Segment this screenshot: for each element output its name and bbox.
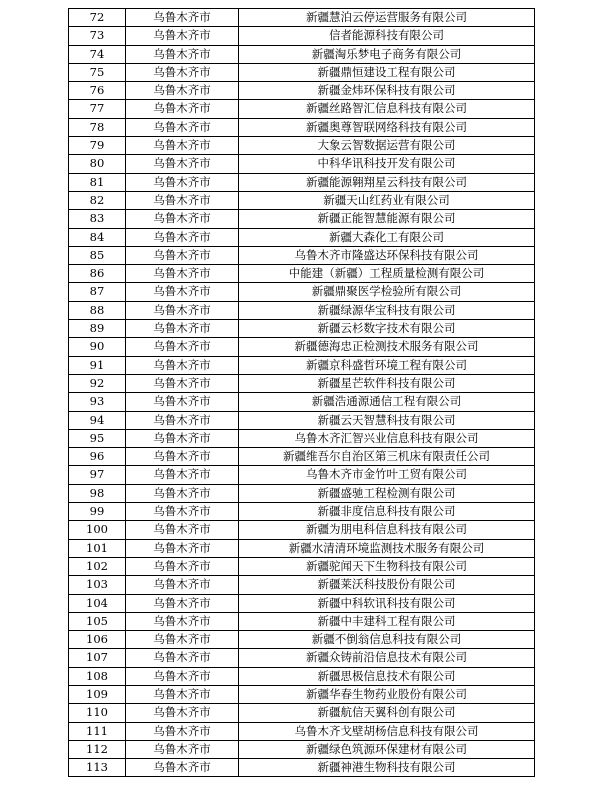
table-row [69,740,535,758]
city-cell: 乌鲁木齐市 [126,265,239,283]
table-row [69,667,535,685]
table-row [69,9,535,27]
row-number-cell: 103 [69,576,126,594]
company-name-cell: 新疆不倒翁信息科技有限公司 [239,631,535,649]
city-cell: 乌鲁木齐市 [126,521,239,539]
city-cell: 乌鲁木齐市 [126,704,239,722]
row-number-cell: 91 [69,356,126,374]
row-number-cell: 97 [69,466,126,484]
table-row [69,448,535,466]
company-name-cell: 新疆金炜环保科技有限公司 [239,82,535,100]
company-name-cell: 乌鲁木齐市金竹叶工贸有限公司 [239,466,535,484]
row-number-cell: 92 [69,374,126,392]
table-row [69,210,535,228]
company-name-cell: 新疆大森化工有限公司 [239,228,535,246]
row-number-cell: 95 [69,429,126,447]
table-row [69,411,535,429]
row-number-cell: 78 [69,118,126,136]
row-number-cell: 82 [69,191,126,209]
city-cell: 乌鲁木齐市 [126,429,239,447]
company-name-cell: 新疆众铸前沿信息技术有限公司 [239,649,535,667]
company-name-cell: 新疆为朋电科信息科技有限公司 [239,521,535,539]
row-number-cell: 105 [69,612,126,630]
company-name-cell: 新疆中丰建科工程有限公司 [239,612,535,630]
table-row [69,704,535,722]
city-cell: 乌鲁木齐市 [126,484,239,502]
company-name-cell: 新疆云杉数字技术有限公司 [239,320,535,338]
table-row [69,429,535,447]
company-name-cell: 新疆驼闻天下生物科技有限公司 [239,557,535,575]
company-name-cell: 新疆云天智慧科技有限公司 [239,411,535,429]
company-name-cell: 新疆华春生物药业股份有限公司 [239,685,535,703]
company-name-cell: 新疆淘乐梦电子商务有限公司 [239,45,535,63]
row-number-cell: 73 [69,27,126,45]
company-name-cell: 新疆莱沃科技股份有限公司 [239,576,535,594]
city-cell: 乌鲁木齐市 [126,45,239,63]
row-number-cell: 90 [69,338,126,356]
row-number-cell: 80 [69,155,126,173]
row-number-cell: 101 [69,539,126,557]
company-name-cell: 中能建（新疆）工程质量检测有限公司 [239,265,535,283]
company-list-table [68,8,535,777]
row-number-cell: 85 [69,246,126,264]
table-row [69,576,535,594]
row-number-cell: 111 [69,722,126,740]
row-number-cell: 79 [69,137,126,155]
city-cell: 乌鲁木齐市 [126,503,239,521]
table-row [69,246,535,264]
city-cell: 乌鲁木齐市 [126,722,239,740]
row-number-cell: 100 [69,521,126,539]
table-row [69,228,535,246]
table-row [69,521,535,539]
table-row [69,649,535,667]
city-cell: 乌鲁木齐市 [126,338,239,356]
city-cell: 乌鲁木齐市 [126,320,239,338]
row-number-cell: 76 [69,82,126,100]
row-number-cell: 89 [69,320,126,338]
table-row [69,557,535,575]
city-cell: 乌鲁木齐市 [126,173,239,191]
row-number-cell: 96 [69,448,126,466]
row-number-cell: 84 [69,228,126,246]
table-row [69,338,535,356]
city-cell: 乌鲁木齐市 [126,594,239,612]
table-row [69,45,535,63]
city-cell: 乌鲁木齐市 [126,576,239,594]
company-name-cell: 新疆正能智慧能源有限公司 [239,210,535,228]
company-name-cell: 新疆非度信息科技有限公司 [239,503,535,521]
table-row [69,118,535,136]
company-name-cell: 新疆维吾尔自治区第三机床有限责任公司 [239,448,535,466]
city-cell: 乌鲁木齐市 [126,374,239,392]
table-row [69,356,535,374]
city-cell: 乌鲁木齐市 [126,82,239,100]
city-cell: 乌鲁木齐市 [126,301,239,319]
company-name-cell: 中科华讯科技开发有限公司 [239,155,535,173]
table-row [69,63,535,81]
city-cell: 乌鲁木齐市 [126,539,239,557]
company-name-cell: 新疆德海忠正检测技术服务有限公司 [239,338,535,356]
city-cell: 乌鲁木齐市 [126,210,239,228]
city-cell: 乌鲁木齐市 [126,283,239,301]
table-row [69,191,535,209]
row-number-cell: 106 [69,631,126,649]
city-cell: 乌鲁木齐市 [126,466,239,484]
company-name-cell: 新疆浩通源通信工程有限公司 [239,393,535,411]
city-cell: 乌鲁木齐市 [126,246,239,264]
table-row [69,612,535,630]
company-name-cell: 新疆绿源华宝科技有限公司 [239,301,535,319]
city-cell: 乌鲁木齐市 [126,228,239,246]
table-row [69,301,535,319]
table-row [69,484,535,502]
table-row [69,82,535,100]
company-name-cell: 新疆盛驰工程检测有限公司 [239,484,535,502]
city-cell: 乌鲁木齐市 [126,9,239,27]
row-number-cell: 72 [69,9,126,27]
company-name-cell: 信者能源科技有限公司 [239,27,535,45]
company-name-cell: 新疆中科软讯科技有限公司 [239,594,535,612]
city-cell: 乌鲁木齐市 [126,740,239,758]
row-number-cell: 98 [69,484,126,502]
city-cell: 乌鲁木齐市 [126,649,239,667]
city-cell: 乌鲁木齐市 [126,191,239,209]
table-row [69,100,535,118]
city-cell: 乌鲁木齐市 [126,118,239,136]
table-row [69,685,535,703]
city-cell: 乌鲁木齐市 [126,685,239,703]
table-row [69,722,535,740]
table-row [69,265,535,283]
table-row [69,631,535,649]
row-number-cell: 107 [69,649,126,667]
table-row [69,27,535,45]
row-number-cell: 93 [69,393,126,411]
city-cell: 乌鲁木齐市 [126,557,239,575]
company-name-cell: 新疆星芒软件科技有限公司 [239,374,535,392]
company-name-cell: 新疆慧泊云停运营服务有限公司 [239,9,535,27]
table-row [69,466,535,484]
row-number-cell: 87 [69,283,126,301]
table-row [69,283,535,301]
row-number-cell: 81 [69,173,126,191]
row-number-cell: 113 [69,759,126,777]
table-row [69,594,535,612]
row-number-cell: 83 [69,210,126,228]
table-row [69,173,535,191]
company-name-cell: 乌鲁木齐市隆盛达环保科技有限公司 [239,246,535,264]
city-cell: 乌鲁木齐市 [126,155,239,173]
city-cell: 乌鲁木齐市 [126,393,239,411]
company-name-cell: 新疆奥尊智联网络科技有限公司 [239,118,535,136]
table-row [69,503,535,521]
company-name-cell: 新疆神港生物科技有限公司 [239,759,535,777]
table-row [69,539,535,557]
table-row [69,320,535,338]
city-cell: 乌鲁木齐市 [126,356,239,374]
city-cell: 乌鲁木齐市 [126,612,239,630]
company-name-cell: 乌鲁木齐戈壁胡杨信息科技有限公司 [239,722,535,740]
table-row [69,393,535,411]
company-name-cell: 新疆天山红药业有限公司 [239,191,535,209]
row-number-cell: 110 [69,704,126,722]
row-number-cell: 109 [69,685,126,703]
city-cell: 乌鲁木齐市 [126,137,239,155]
city-cell: 乌鲁木齐市 [126,759,239,777]
city-cell: 乌鲁木齐市 [126,27,239,45]
company-name-cell: 新疆能源翱翔星云科技有限公司 [239,173,535,191]
row-number-cell: 94 [69,411,126,429]
company-name-cell: 新疆京科盛哲环境工程有限公司 [239,356,535,374]
company-name-cell: 新疆丝路智汇信息科技有限公司 [239,100,535,118]
company-name-cell: 新疆思极信息技术有限公司 [239,667,535,685]
table-row [69,759,535,777]
company-name-cell: 新疆鼎恒建设工程有限公司 [239,63,535,81]
city-cell: 乌鲁木齐市 [126,667,239,685]
row-number-cell: 108 [69,667,126,685]
company-list-body [69,9,535,777]
table-row [69,374,535,392]
table-row [69,137,535,155]
row-number-cell: 88 [69,301,126,319]
company-name-cell: 新疆航信天翼科创有限公司 [239,704,535,722]
row-number-cell: 112 [69,740,126,758]
row-number-cell: 77 [69,100,126,118]
company-name-cell: 新疆鼎聚医学检验所有限公司 [239,283,535,301]
city-cell: 乌鲁木齐市 [126,100,239,118]
row-number-cell: 102 [69,557,126,575]
row-number-cell: 99 [69,503,126,521]
company-name-cell: 新疆绿色筑源环保建材有限公司 [239,740,535,758]
company-name-cell: 新疆水清清环境监测技术服务有限公司 [239,539,535,557]
city-cell: 乌鲁木齐市 [126,411,239,429]
company-name-cell: 大象云智数据运营有限公司 [239,137,535,155]
table-row [69,155,535,173]
city-cell: 乌鲁木齐市 [126,448,239,466]
row-number-cell: 75 [69,63,126,81]
company-name-cell: 乌鲁木齐汇智兴业信息科技有限公司 [239,429,535,447]
city-cell: 乌鲁木齐市 [126,63,239,81]
row-number-cell: 74 [69,45,126,63]
row-number-cell: 86 [69,265,126,283]
row-number-cell: 104 [69,594,126,612]
city-cell: 乌鲁木齐市 [126,631,239,649]
